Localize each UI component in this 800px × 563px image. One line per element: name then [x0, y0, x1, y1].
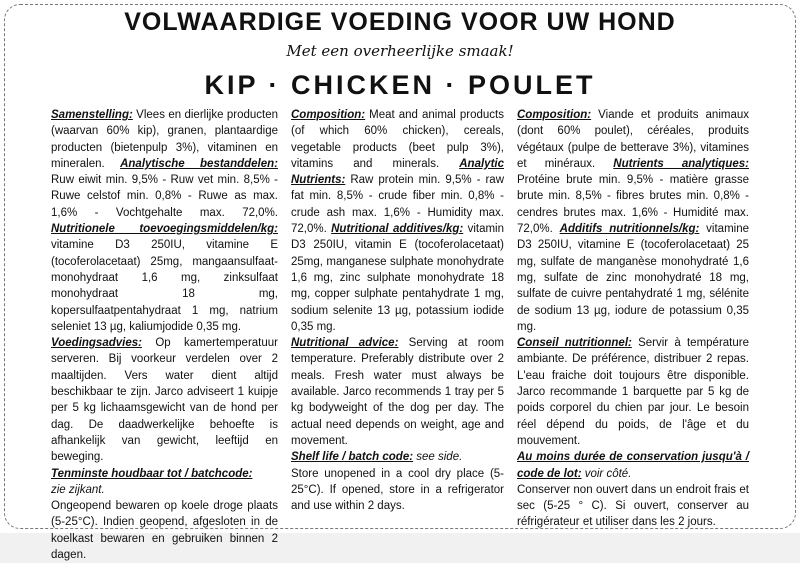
advice-heading: Conseil nutritionnel: [517, 337, 632, 350]
advice-block [517, 335, 749, 449]
advice-block [51, 335, 278, 465]
shelf-life-note: zie zijkant. [51, 483, 105, 496]
composition-text: Meat and animal products (of which 60% chicken), cereals, vegetable products (beet pulp 3%), vitamins and minerals. [291, 109, 504, 170]
composition-heading: Composition: [517, 109, 592, 121]
advice-text: Servir à température ambiante. De préférence, distribuer 2 repas. L'eau fraiche doit toujours être disponible. Jarco recommande 1 barquette par 5 kg de poids corporel du chien par jour. Le besoin réel dépend du poids, de l'âge et du mouvement. [517, 337, 749, 447]
flavor-heading: KIP · CHICKEN · POULET [204, 70, 596, 100]
advice-heading: Voedingsadvies: [51, 337, 142, 350]
column-english [291, 107, 504, 514]
analytical-text: Raw protein min. 9,5% - raw fat min. 8,5% - crude fiber min. 0,8% - crude ash max. 1,6% - Humidity max. 72,0%. [291, 174, 504, 236]
storage-text: Ongeopend bewaren op koele droge plaats (5-25°C). Indien geopend, afgesloten in de koelkast bewaren en gebruiken binnen 2 dagen. [51, 500, 278, 562]
additives-text: vitamine D3 250IU, vitamine E (tocoferolacetaat) 25 mg, sulfate de manganèse monohydraté 1,6 mg, sulfate de zinc monohydraté 18 mg, sulfate de cuivre pentahydraté 1 mg, sélénite de sodium 13 µg, iodure de potassium 0,35 mg. [517, 223, 750, 333]
analytical-heading: Analytische bestanddelen: [120, 157, 278, 170]
additives-heading: Nutritionele toevoegingsmiddelen/kg: [51, 223, 278, 236]
shelf-life-note: see side. [413, 451, 463, 464]
label-title: VOLWAARDIGE VOEDING VOOR UW HOND [124, 8, 676, 36]
composition-text: Viande et produits animaux (dont 60% poulet), céréales, produits végétaux (pulpe de betterave 3%), vitamines et minéraux. [517, 109, 749, 170]
shelf-life-heading: Tenminste houdbaar tot / batchcode: [51, 467, 253, 480]
advice-text: Op kamertemperatuur serveren. Bij voorkeur verdelen over 2 maaltijden. Vers water dient altijd beschikbaar te zijn. Jarco adviseert 1 kuipje per 5 kg lichaamsgewicht van de hond per dag. De daadwerkelijke behoefte is afhankelijk van gewicht, leeftijd en beweging. [51, 337, 278, 464]
additives-heading: Additifs nutritionnels/kg: [559, 223, 700, 236]
storage-text: Store unopened in a cool dry place (5-25°C). If opened, store in a refrigerator and use within 2 days. [291, 467, 504, 513]
advice-text: Serving at room temperature. Preferably distribute over 2 meals. Fresh water must always be available. Jarco recommends 1 tray per 5 kg bodyweight of the dog per day. The actual need depends on weight, age and movement. [291, 337, 504, 447]
analytical-text: Protéine brute min. 9,5% - matière grasse brute min. 8,5% - fibres brutes min. 0,8% - cendres brutes max. 1,6% - Humidité max. 72,0%. [517, 174, 749, 236]
composition-block [517, 107, 749, 335]
shelf-life-note: voir côté. [581, 467, 632, 480]
composition-heading: Composition: [291, 109, 366, 121]
additives-text: vitamine D3 250IU, vitamine E (tocoferolacetaat) 25mg, mangaansulfaat-monohydraat 1,6 mg, zinksulfaat monohydraat 18 mg, kopersulfaatpentahydraat 1 mg, natrium seleniet 13 µg, kaliumjodide 0,35 mg. [51, 239, 278, 333]
additives-heading: Nutritional additives/kg: [331, 223, 464, 236]
additives-text: vitamin D3 250IU, vitamin E (tocoferolacetaat) 25mg, manganese sulphate monohydrate 1,6 mg, zinc sulphate monohydrate 18 mg, copper sulphate pentahydrate 1 mg, sodium selenite 13 µg, potassium iodide 0,35 mg. [291, 223, 504, 333]
advice-heading: Nutritional advice: [291, 337, 399, 350]
advice-block [291, 335, 504, 449]
column-french [517, 107, 749, 531]
analytical-text: Ruw eiwit min. 9,5% - Ruw vet min. 8,5% - Ruwe celstof min. 0,8% - Ruwe as max. 1,6% - Vochtgehalte max. 72,0%. [51, 174, 278, 219]
shelf-life-block [291, 449, 504, 465]
shelf-life-block [517, 449, 749, 482]
shelf-life-heading: Au moins durée de conservation jusqu'à / code de lot: [517, 451, 749, 480]
storage-text: Conserver non ouvert dans un endroit frais et sec (5-25 ° C). Si ouvert, conserver au réfrigérateur et utiliser dans les 2 jours. [517, 483, 749, 529]
column-dutch [51, 107, 278, 563]
composition-block [291, 107, 504, 335]
shelf-life-block [51, 466, 278, 499]
composition-heading: Samenstelling: [51, 109, 133, 121]
analytical-heading: Analytic Nutrients: [291, 157, 504, 187]
composition-block [51, 107, 278, 335]
shelf-life-heading: Shelf life / batch code: [291, 451, 414, 464]
analytical-heading: Nutrients analytiques: [613, 157, 749, 170]
tagline: Met een overheerlijke smaak! [286, 42, 514, 60]
composition-text: Vlees en dierlijke producten (waarvan 60% kip), granen, plantaardige producten (bietenpulp 3%), vitaminen en mineralen. [51, 109, 278, 170]
